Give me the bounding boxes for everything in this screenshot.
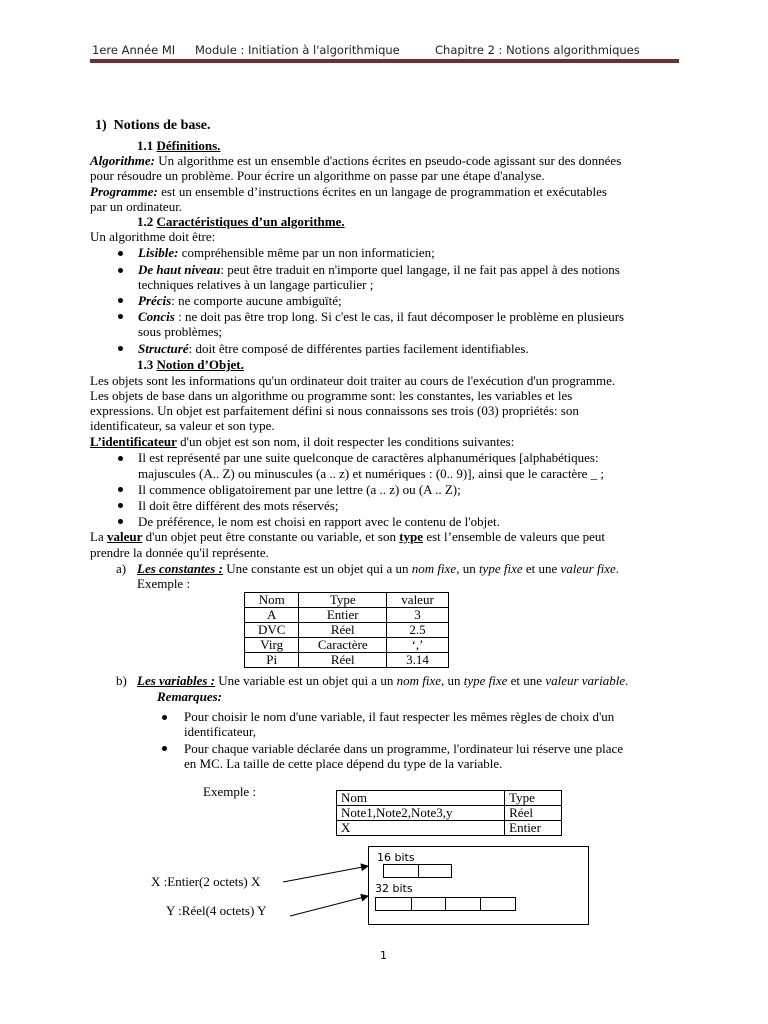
section-title: Notions de base. [113,118,211,133]
constantes-cell: Pi [245,653,299,668]
text: , un [440,673,464,688]
identificateur-term: L’identificateur [90,434,177,449]
variables-exemple: Exemple : [203,784,257,799]
constantes-cell: DVC [245,623,299,638]
text: Une constante est un objet qui a un [222,561,412,576]
text: nom fixe [396,673,441,688]
constantes-cell: A [245,608,299,623]
remarque-1-line2: identificateur, [184,724,257,739]
rule-2: Il commence obligatoirement par une lettre (a .. z) ou (A .. Z); [138,482,461,497]
bits-16-label: 16 bits [377,851,415,864]
bullet-text: : peut être traduit en n'importe quel langage, il ne fait pas appel à des notions [220,262,620,277]
memory-cell-16b [417,864,452,878]
constantes-cell: 3.14 [387,653,449,668]
bullet-term: Précis [138,293,172,308]
identificateur-text: d'un objet est son nom, il doit respecter les conditions suivantes: [176,434,515,449]
constantes-label: a) [116,561,127,576]
text: valeur variable [545,673,626,688]
remarques-heading: Remarques: [157,689,222,704]
remarque-2-line2: en MC. La taille de cette place dépend du type de la variable. [184,756,503,771]
constantes-cell: Entier [299,608,387,623]
text: type fixe [463,673,508,688]
variables-header-cell: Nom [337,791,505,806]
constantes-cell: 3 [387,608,449,623]
bullet-term: Concis [138,309,175,324]
constantes-cell: Réel [299,623,387,638]
constantes-exemple: Exemple : [137,576,191,591]
subsection-number: 1.2 [137,214,154,229]
header-level: 1ere Année MI [92,43,176,57]
memory-cell-16a [383,864,419,878]
variables-term: Les variables : [137,673,215,688]
bullet-text: compréhensible même par un non informaticien; [178,245,435,260]
text: La [90,529,107,544]
header-module: Module : Initiation à l'algorithmique [195,43,400,57]
variables-label: b) [116,673,127,688]
rule-4: De préférence, le nom est choisi en rapport avec le contenu de l'objet. [138,514,500,529]
section-number: 1) [95,118,107,133]
text: et une [522,561,561,576]
type-term: type [399,529,424,544]
subsection-number: 1.1 [137,138,154,153]
memory-cell-32b [410,897,446,911]
valeur-term: valeur [106,529,143,544]
bullet-text: : ne doit pas être trop long. Si c'est le cas, il faut décomposer le problème en plusieurs [174,309,625,324]
memory-cell-32d [480,897,516,911]
bullet-haut-niveau-cont: techniques relatives à un langage particulier ; [138,277,374,292]
header-chapter: Chapitre 2 : Notions algorithmiques [435,43,640,57]
constantes-cell: Réel [299,653,387,668]
objet-para-line3: expressions. Un objet est parfaitement défini si nous connaissons ses trois (03) propriétés: son [90,403,579,418]
subsection-title: Notion d’Objet. [156,357,244,372]
subsection-number: 1.3 [137,357,154,372]
memory-cell-32c [445,897,481,911]
subsection-title: Définitions. [156,138,221,153]
valeur-type-line2: prendre la donnée qu'il représente. [90,545,269,560]
variables-header-cell: Type [505,791,562,806]
text: et une [507,673,546,688]
rule-3: Il doit être différent des mots réservés; [138,498,339,513]
y-memory-label: Y :Réel(4 octets) Y [166,903,267,918]
variables-cell: Entier [505,821,562,836]
variables-cell: Réel [505,806,562,821]
objet-para-line4: identificateur, sa valeur et son type. [90,418,275,433]
bullet-term: De haut niveau [138,262,221,277]
variables-cell: X [337,821,505,836]
constantes-cell: Virg [245,638,299,653]
x-arrow [283,866,368,882]
constantes-header-cell: valeur [387,593,449,608]
bits-32-label: 32 bits [375,882,413,895]
objet-para-line2: Les objets de base dans un algorithme ou programme sont: les constantes, les variables et les [90,388,573,403]
variables-cell: Note1,Note2,Note3,y [337,806,505,821]
bullet-concis-cont: sous problèmes; [138,324,223,339]
remarque-2-line1: Pour chaque variable déclarée dans un programme, l'ordinateur lui réserve une place [184,741,624,756]
prog-text: est un ensemble d’instructions écrites en un langage de programmation et exécutables [157,184,607,199]
objet-para-line1: Les objets sont les informations qu'un ordinateur doit traiter au cours de l'exécution d'un programme. [90,373,616,388]
prog-term: Programme: [90,184,158,199]
s12-intro: Un algorithme doit être: [90,229,216,244]
prog-definition-line2: par un ordinateur. [90,199,183,214]
x-memory-label: X :Entier(2 octets) X [151,874,261,889]
constantes-header-cell: Nom [245,593,299,608]
algo-definition-line2: pour résoudre un problème. Pour écrire un algorithme on passe par une étape d'analyse. [90,168,545,183]
subsection-title: Caractéristiques d’un algorithme. [156,214,345,229]
bullet-term: Lisible: [138,245,179,260]
remarque-1-line1: Pour choisir le nom d'une variable, il faut respecter les mêmes règles de choix d'un [184,709,615,724]
bullet-text: : doit être composé de différentes parties facilement identifiables. [188,341,529,356]
page-number: 1 [380,949,387,962]
constantes-cell: ‘,’ [387,638,449,653]
text: . [615,561,619,576]
y-arrow [290,896,368,916]
text: Une variable est un objet qui a un [214,673,397,688]
algo-text: Un algorithme est un ensemble d'actions écrites en pseudo-code agissant sur des données [155,153,622,168]
memory-cell-32a [375,897,412,911]
text: valeur fixe [560,561,616,576]
text: , un [456,561,479,576]
constantes-cell: 2.5 [387,623,449,638]
text: . [625,673,629,688]
constantes-term: Les constantes : [137,561,223,576]
text: type fixe [478,561,523,576]
bullet-term: Structuré [138,341,189,356]
text: est l’ensemble de valeurs que peut [423,529,605,544]
rule-1-line2: majuscules (A.. Z) ou minuscules (a .. z) et numériques : (0.. 9)], ainsi que le caractère _ ; [138,466,605,481]
algo-term: Algorithme: [90,153,156,168]
text: d'un objet peut être constante ou variable, et son [142,529,400,544]
constantes-header-cell: Type [299,593,387,608]
text: nom fixe [411,561,457,576]
rule-1-line1: Il est représenté par une suite quelconque de caractères alphanumériques [alphabétiques: [138,450,599,465]
constantes-cell: Caractère [299,638,387,653]
bullet-text: : ne comporte aucune ambiguïté; [171,293,342,308]
